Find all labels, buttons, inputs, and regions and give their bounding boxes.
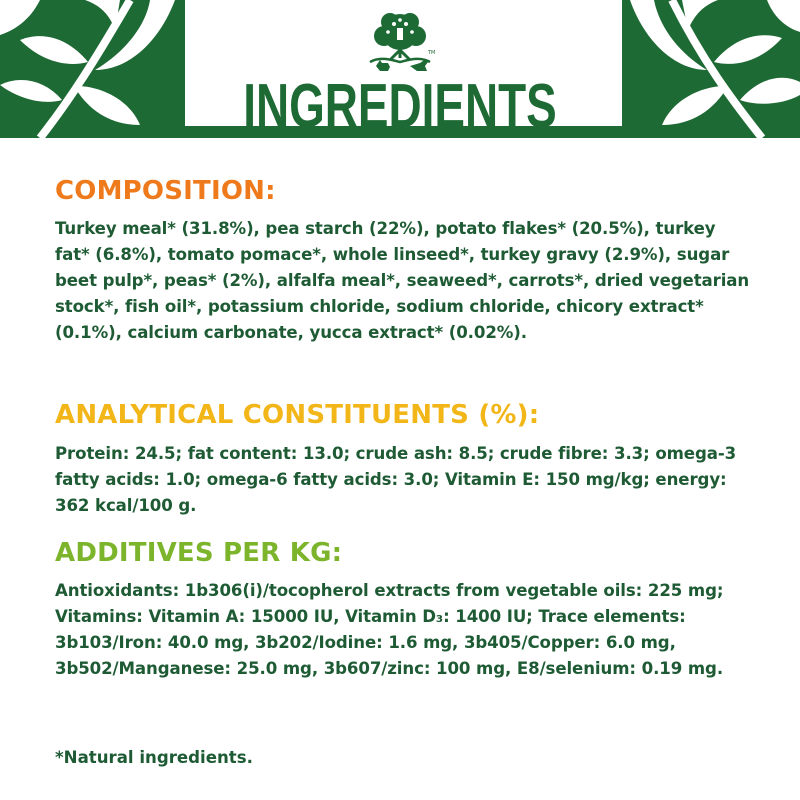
trademark-mark: TM: [428, 50, 436, 56]
footnote: *Natural ingredients.: [55, 748, 253, 767]
page-title: INGREDIENTS: [243, 72, 557, 141]
analytical-constituents-heading: ANALYTICAL CONSTITUENTS (%):: [55, 400, 540, 430]
additives-text: Antioxidants: 1b306(i)/tocopherol extracts from vegetable oils: 225 mg; Vitamins: Vitamin A: 15000 IU, Vitamin D₃: 1400 IU; Trace elements: 3b103/Iron: 40.0 mg, 3b202/Iodine: 1.6 mg, 3b405/Copper: 6.0 mg, 3b502/Manganese: 25.0 mg, 3b607/zinc: 100 mg, E8/selenium: 0.19 mg.: [55, 581, 724, 678]
analytical-constituents-text: Protein: 24.5; fat content: 13.0; crude ash: 8.5; crude fibre: 3.3; omega-3 fatty acids: 1.0; omega-6 fatty acids: 3.0; Vitamin E: 150 mg/kg; energy: 362 kcal/100 g.: [55, 444, 737, 515]
composition-text: Turkey meal* (31.8%), pea starch (22%), potato flakes* (20.5%), turkey fat* (6.8%), tomato pomace*, whole linseed*, turkey gravy (2.9%), sugar beet pulp*, peas* (2%), alfalfa meal*, seaweed*, carrots*, dried vegetarian stock*, fish oil*, potassium chloride, sodium chloride, chicory extract* (0.1%), calcium carbonate, yucca extract* (0.02%).: [55, 219, 750, 342]
additives-heading: ADDITIVES PER KG:: [55, 538, 343, 568]
header-banner: [0, 0, 800, 140]
tree-with-pets-logo-icon: [360, 10, 440, 76]
composition-heading: COMPOSITION:: [55, 176, 276, 206]
